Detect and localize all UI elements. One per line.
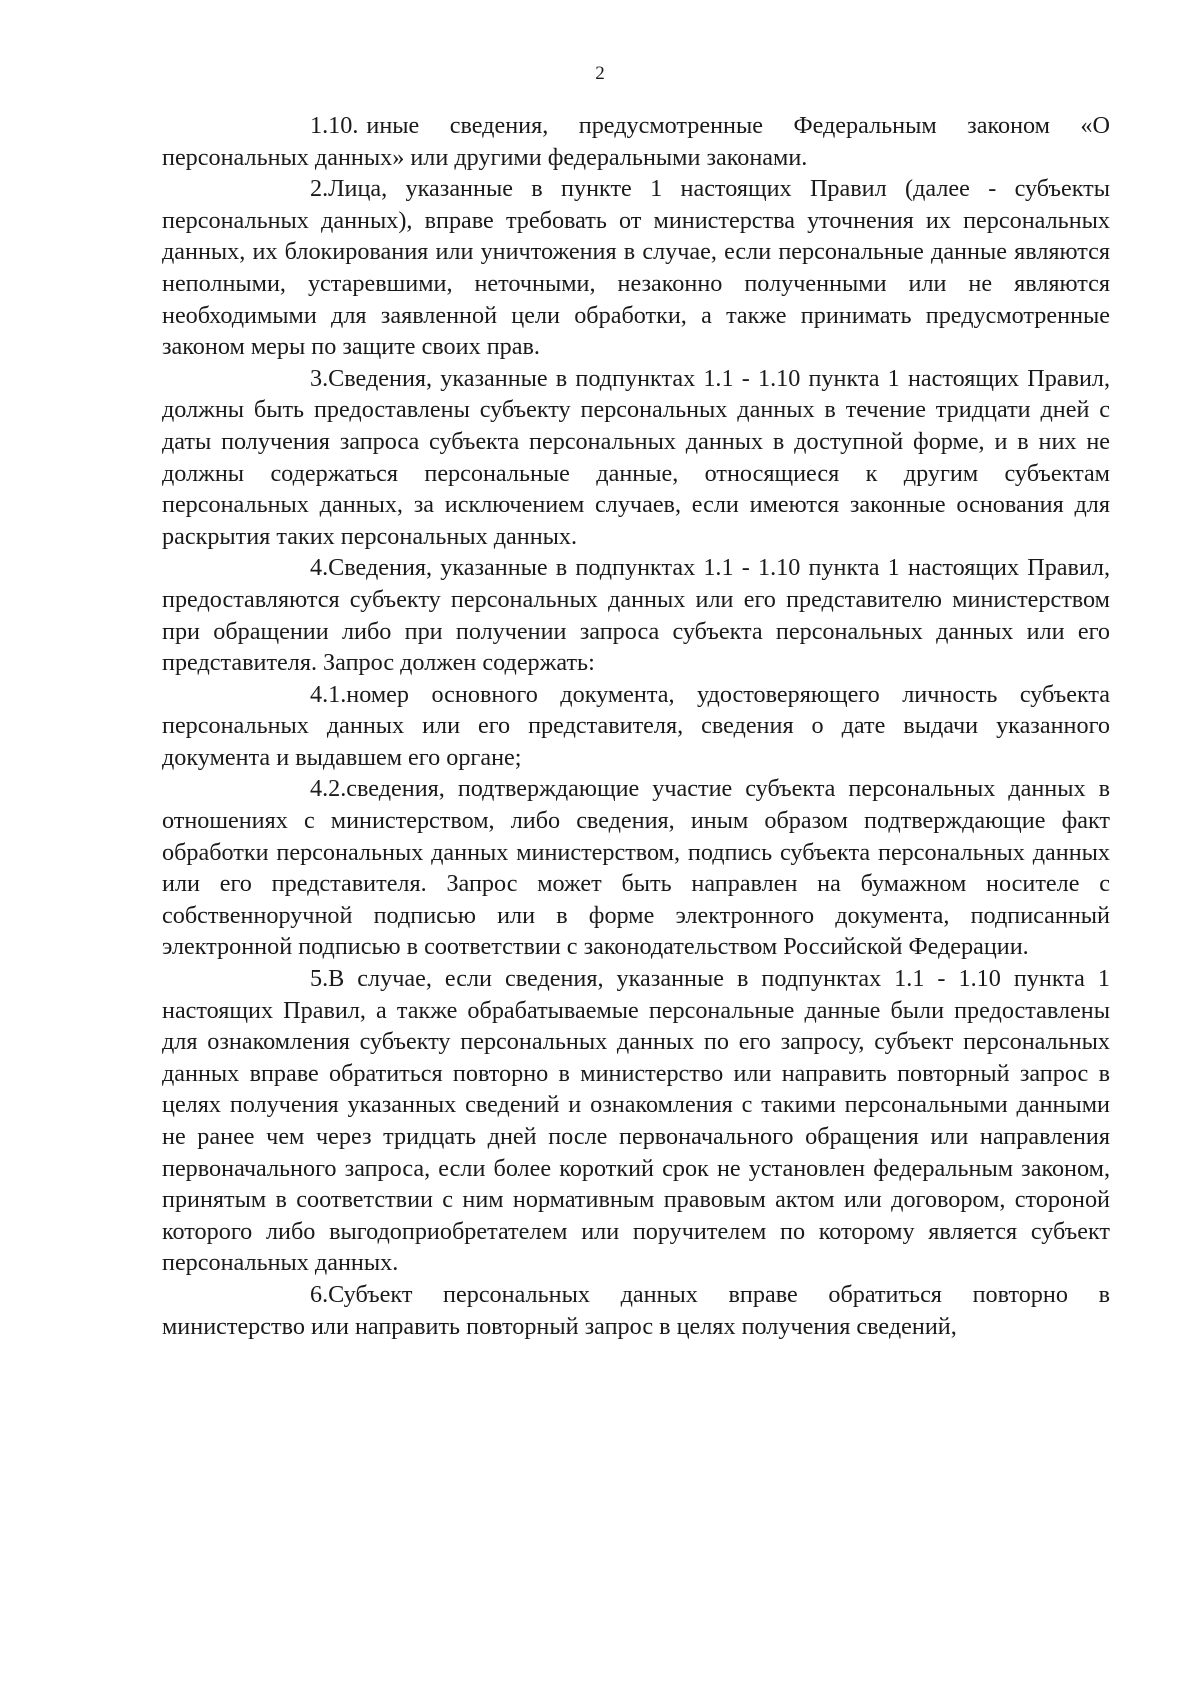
paragraph-number: 1.10. (310, 112, 359, 139)
paragraph-text: Сведения, указанные в подпунктах 1.1 - 1.10 пункта 1 настоящих Правил, предоставляются субъекту персональных данных или его представителю министерством при обращении либо при получении запроса субъекта персональных данных или его представителя. Запрос должен содержать: (162, 554, 1110, 677)
paragraph-text: номер основного документа, удостоверяющего личность субъекта персональных данных или его представителя, сведения о дате выдачи указанного документа и выдавшем его органе; (162, 680, 1110, 771)
paragraph-4-1 (162, 679, 1110, 774)
paragraph-text: Субъект персональных данных вправе обратиться повторно в министерство или направить повторный запрос в целях получения сведений, (162, 1280, 1110, 1340)
paragraph-number: 5. (310, 965, 329, 993)
paragraph-text: сведения, подтверждающие участие субъекта персональных данных в отношениях с министерством, либо сведения, иным образом подтверждающие факт обработки персональных данных министерством, подпись субъекта персональных данных или его представителя. Запрос может быть направлен на бумажном носителе с собственноручной подписью или в форме электронного документа, подписанный электронной подписью в соответствии с законодательством Российской Федерации. (162, 775, 1110, 961)
paragraph-number: 2. (310, 175, 329, 203)
paragraph-number: 4. (310, 554, 329, 582)
paragraph-5 (162, 963, 1110, 1279)
paragraph-number: 4.2. (310, 775, 347, 803)
paragraph-text: Лица, указанные в пункте 1 настоящих Правил (далее - субъекты персональных данных), вправе требовать от министерства уточнения их персональных данных, их блокирования или уничтожения в случае, если персональные данные являются неполными, устаревшими, неточными, незаконно полученными или не являются необходимыми для заявленной цели обработки, а также принимать предусмотренные законом меры по защите своих прав. (162, 175, 1110, 361)
paragraph-number: 6. (310, 1280, 329, 1308)
paragraph-4-2 (162, 773, 1110, 963)
paragraph-3 (162, 363, 1110, 553)
paragraph-number: 3. (310, 364, 329, 392)
paragraph-6 (162, 1279, 1110, 1342)
paragraph-number: 4.1. (310, 680, 347, 708)
paragraph-1-10 (162, 110, 1110, 173)
paragraph-4 (162, 552, 1110, 678)
paragraph-2 (162, 173, 1110, 363)
page-number: 2 (595, 63, 605, 84)
paragraph-text: В случае, если сведения, указанные в подпунктах 1.1 - 1.10 пункта 1 настоящих Правил, а также обрабатываемые персональные данные были предоставлены для ознакомления субъекту персональных данных по его запросу, субъект персональных данных вправе обратиться повторно в министерство или направить повторный запрос в целях получения указанных сведений и ознакомления с такими персональными данными не ранее чем через тридцать дней после первоначального обращения или направления первоначального запроса, если более короткий срок не установлен федеральным законом, принятым в соответствии с ним нормативным правовым актом или договором, стороной которого либо выгодоприобретателем или поручителем по которому является субъект персональных данных. (162, 965, 1110, 1277)
paragraph-text: Сведения, указанные в подпунктах 1.1 - 1.10 пункта 1 настоящих Правил, должны быть предоставлены субъекту персональных данных в течение тридцати дней с даты получения запроса субъекта персональных данных в доступной форме, и в них не должны содержаться персональные данные, относящиеся к другим субъектам персональных данных, за исключением случаев, если имеются законные основания для раскрытия таких персональных данных. (162, 364, 1110, 550)
document-body (162, 110, 1110, 1342)
paragraph-text: иные сведения, предусмотренные Федеральным законом «О персональных данных» или другими федеральными законами. (162, 112, 1110, 171)
